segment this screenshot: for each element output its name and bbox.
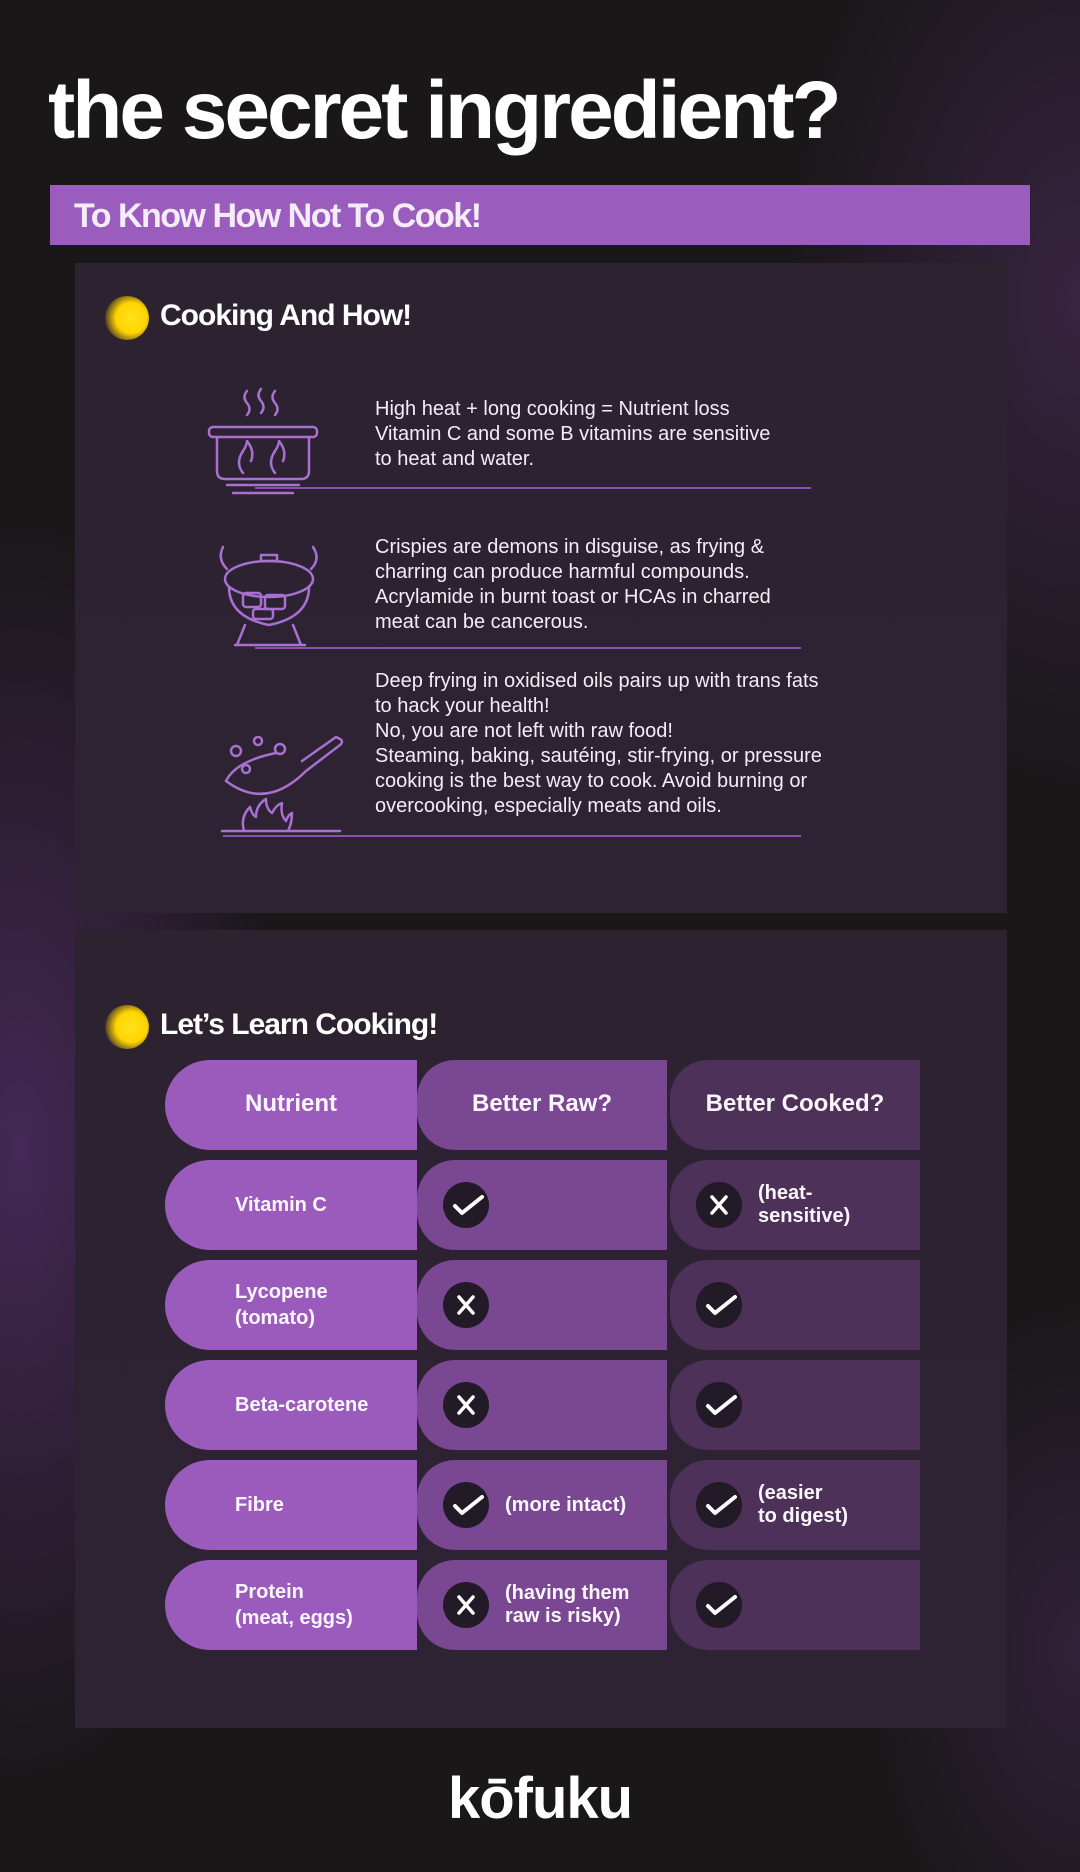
table-row-label <box>165 1460 417 1550</box>
nutrient-name: Beta-carotene <box>235 1394 369 1416</box>
cross-icon <box>696 1182 742 1228</box>
section-title: Cooking And How! <box>160 299 412 332</box>
table-cell-raw <box>417 1260 667 1350</box>
table-cell-raw <box>417 1560 667 1650</box>
table-header-nutrient: Nutrient <box>165 1060 417 1150</box>
table-cell-raw <box>417 1460 667 1550</box>
cross-icon <box>443 1282 489 1328</box>
divider <box>223 835 801 837</box>
table-cell-cooked <box>670 1160 920 1250</box>
brand-logo: kōfuku <box>447 1766 633 1831</box>
cell-note: (heat- sensitive) <box>758 1182 851 1227</box>
check-icon <box>696 1382 742 1428</box>
nutrient-table-panel <box>75 930 1007 1728</box>
frying-pan-icon <box>218 711 348 835</box>
nutrient-name: Protein (meat, eggs) <box>235 1581 353 1629</box>
check-icon <box>443 1482 489 1528</box>
nutrient-name: Fibre <box>235 1494 284 1516</box>
table-header-better-cooked: Better Cooked? <box>670 1060 920 1150</box>
divider <box>255 487 811 489</box>
table-row-label <box>165 1160 417 1250</box>
yellow-dot-icon <box>105 1005 149 1049</box>
table-cell-raw <box>417 1160 667 1250</box>
table-cell-cooked <box>670 1460 920 1550</box>
check-icon <box>696 1282 742 1328</box>
steaming-pot-icon <box>203 385 323 497</box>
cell-note: (more intact) <box>505 1494 627 1516</box>
grill-barbecue-icon <box>215 539 325 649</box>
cross-icon <box>443 1382 489 1428</box>
cell-note: (easier to digest) <box>758 1482 848 1527</box>
page-title: the secret ingredient? <box>48 65 839 156</box>
check-icon <box>443 1182 489 1228</box>
cross-icon <box>443 1582 489 1628</box>
cell-note: (having them raw is risky) <box>505 1582 630 1627</box>
table-cell-cooked <box>670 1560 920 1650</box>
subtitle-banner <box>50 185 1030 245</box>
tip-text: High heat + long cooking = Nutrient loss Vitamin C and some B vitamins are sensitive to heat and water. <box>375 398 771 470</box>
table-row-label <box>165 1560 417 1650</box>
nutrient-name: Lycopene (tomato) <box>235 1281 328 1329</box>
table-header-better-raw: Better Raw? <box>417 1060 667 1150</box>
table-row-label <box>165 1360 417 1450</box>
section-title: Let’s Learn Cooking! <box>160 1008 438 1041</box>
tip-text: Crispies are demons in disguise, as frying & charring can produce harmful compounds. Acrylamide in burnt toast or HCAs in charred meat can be cancerous. <box>375 536 771 633</box>
divider <box>255 647 801 649</box>
tip-text: Deep frying in oxidised oils pairs up with trans fats to hack your health! No, you are not left with raw food! Steaming, baking, sautéing, stir-frying, or pressure cooking is the best way to cook. Avoid burning or overcooking, especially meats and oils. <box>375 670 822 817</box>
nutrient-name: Vitamin C <box>235 1194 327 1216</box>
table-row-label <box>165 1260 417 1350</box>
check-icon <box>696 1482 742 1528</box>
table-cell-cooked <box>670 1260 920 1350</box>
table-cell-raw <box>417 1360 667 1450</box>
yellow-dot-icon <box>105 296 149 340</box>
table-cell-cooked <box>670 1360 920 1450</box>
cooking-tips-panel <box>75 263 1007 913</box>
subtitle-banner-text: To Know How Not To Cook! <box>74 197 481 235</box>
check-icon <box>696 1582 742 1628</box>
